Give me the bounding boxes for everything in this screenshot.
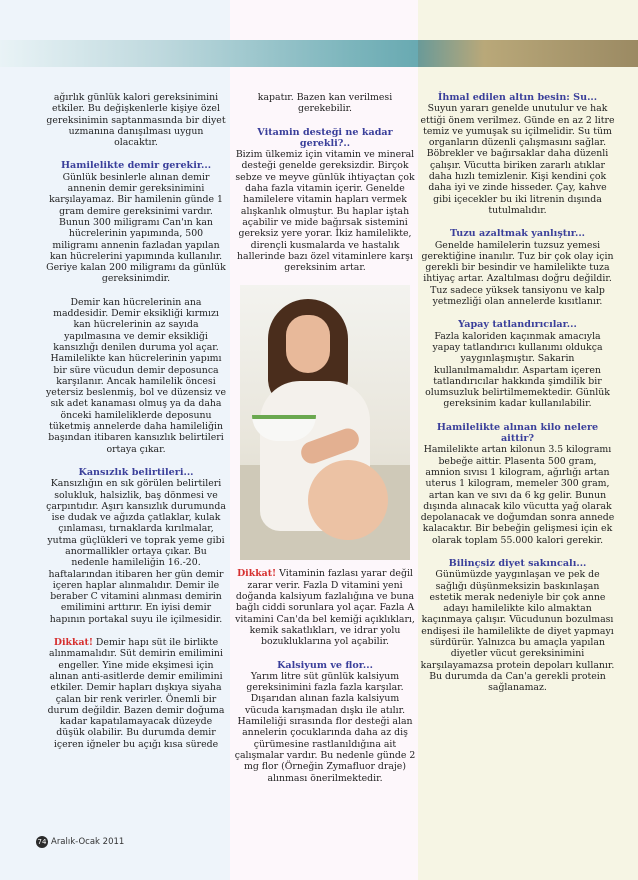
warning-label: Dikkat!: [53, 637, 93, 649]
col2-intro: kapatır. Bazen kan verilmesi gerekebilir.: [257, 92, 393, 115]
paragraph-weight: Hamilelikte artan kilonun 3.5 kilogramı bebeğe aittir. Plasenta 500 gram, amnion sıvısı 1 kilogram, ağırlığı artan uterus 1 kilogram, memeler 300 gram, artan kan ve sıvı da 6 kg gelir. Bunun dışında alınacak kilo vücutta yağ olarak depolanacak ve doğumdan sonra annede kalacaktır. Bir bebeğin gelişmesi için ek olarak toplam 55.000 kalori gerekir.: [420, 444, 615, 546]
issue-date: Aralık-Ocak 2011: [51, 837, 125, 847]
warning-vitamin-text: Vitaminin fazlası yarar değil zarar verir. Fazla D vitamini yeni doğanda kalsiyum fazlalığına ve buna bağlı ciddi sorunlara yol açar. Fazla A vitamini Can'da bel kemiği açıklıkları, kemik sakatlıkları, ve idrar yolu bozukluklarına yol açabilir.: [235, 568, 415, 648]
heading-sweeteners: Yapay tatlandırıcılar...: [458, 319, 577, 331]
heading-vitamin: Vitamin desteği ne kadar gerekli?..: [257, 126, 393, 149]
heading-salt: Tuzu azaltmak yanlıştır...: [449, 228, 586, 240]
paragraph-anemia: Kansızlığın en sık görülen belirtileri solukluk, halsizlik, baş dönmesi ve çarpıntıdır. Aşırı kansızlık durumunda ise dudak ve ağızda çatlaklar, kulak çınlaması, tırnaklarda kırılmalar, yutma güçlükleri ve toprak yeme gibi anormallikler ortaya çıkar. Bu nedenle hamileliğin 16.-20. haftalarından itibaren her gün demir içeren haplar alınmalıdır. Demir ile beraber C vitamini alınması demirin emilimini arttırır. En iyisi demir hapının portakal suyu ile içilmesidir.: [46, 478, 226, 625]
heading-weight: Hamilelikte alınan kilo nelere aittir?: [436, 421, 599, 445]
heading-water: İhmal edilen altın besin: Su...: [437, 92, 598, 103]
heading-calcium: Kalsiyum ve flor...: [277, 659, 373, 671]
column-3: [420, 92, 615, 706]
paragraph-iron-1: Günlük besinlerle alınan demir annenin demir gereksinimini karşılayamaz. Bir hamilenin günde 1 gram demire gereksinimi vardır. Bunun 300 miligramı Can'ın kan hücrelerinin yapımında, 500 miligramı annenin fazladan yapılan kan hücrelerini yapımında kullanılır. Geriye kalan 200 miligramı da günlük gereksinimdir.: [46, 171, 226, 285]
paragraph-salt: Genelde hamilelerin tuzsuz yemesi gerektiğine inanılır. Tuz bir çok olay için gerekli bir besindir ve hamilelikte tuza ihtiyaç artar. Azaltılması doğru değildir. Tuz sadece yüksek tansiyonu ve kalp yetmezliği olan annelerde kısıtlanır.: [421, 239, 614, 308]
pregnant-woman-photo: [240, 285, 410, 560]
paragraph-warning-vitamin: [234, 568, 416, 647]
col1-intro: ağırlık günlük kalori gereksinimini etkiler. Bu değişkenlerle kişiye özel gereksinimin saptanmasında bir diyet uzmanına danışılması uygun olacaktır.: [46, 92, 226, 149]
heading-iron: Hamilelikte demir gerekir...: [60, 160, 212, 172]
column-2: [234, 92, 416, 796]
paragraph-diet: Günümüzde yaygınlaşan ve pek de sağlığı düşünmeksizin baskınlaşan estetik merak nedeniyle bir çok anne adayı hamilelikte kilo almaktan kaçınmaya çalışır. Vücudunun bozulması endişesi ile hamilelikte de diyet yapmayı sürdürür. Yalnızca bu amaçla yapılan diyetler vücut gereksinimini karşılayamazsa protein depoları kullanır. Bu durumda da Can'a gerekli protein sağlanamaz.: [420, 569, 615, 694]
page-number: 74: [37, 838, 47, 846]
paragraph-water: Suyun yararı genelde unutulur ve hak ettiği önem verilmez. Günde en az 2 litre temiz ve yumuşak su içilmelidir. Su tüm organların düzenli çalışmasını sağlar. Böbrekler ve bağırsaklar daha düzenli çalışır. Vücutta biriken zararlı atıklar daha hızlı temizlenir. Kişi kendini çok daha iyi ve zinde hisseder. Çay, kahve gibi içecekler bu iki litrenin dışında tutulmalıdır.: [420, 103, 615, 216]
warning-label: Dikkat!: [237, 568, 277, 580]
header-bar-tan-segment: [418, 40, 638, 67]
paragraph-calcium: Yarım litre süt günlük kalsiyum gereksinimini fazla fazla karşılar. Dışarıdan alınan fazla kalsiyum vücuda karışmadan dışkı ile atılır. Hamileliği sırasında flor desteği alan annelerin çocuklarında daha az diş çürümesine rastlanıldığına ait çalışmalar vardır. Bu nedenle günde 2 mg flor (Örneğin Zymafluor draje) alınması önerilmektedir.: [234, 670, 416, 784]
paragraph-warning-iron: [46, 637, 226, 750]
paragraph-vitamin: Bizim ülkemiz için vitamin ve mineral desteği genelde gereksizdir. Birçok sebze ve meyve günlük ihtiyaçtan çok daha fazla vitamin içerir. Genelde hamilelere vitamin hapları vermek alışkanlık olmuştur. Bu haplar iştah açabilir ve mide bağırsak sistemini gereksiz yere yorar. İkiz hamilelikte, dirençli kusmalarda ve hastalık hallerinde bazı özel vitaminlere karşı gereksinim artar.: [235, 149, 415, 274]
column-1: [46, 92, 226, 762]
header-gradient-bar: [0, 40, 638, 67]
paragraph-iron-2: Demir kan hücrelerinin ana maddesidir. Demir eksikliği kırmızı kan hücrelerinin az sayıda yapılmasına ve demir eksikliği kansızlığı denilen duruma yol açar. Hamilelikte kan hücrelerinin yapımı bir süre vücudun demir deposunca karşılanır. Ancak hamilelik öncesi yetersiz beslenmiş, bol ve düzensiz ve sık adet kanaması olmuş ya da daha önceki hamileliklerde deposunu tüketmiş annelerde daha hamileliğin başından itibaren kansızlık belirtileri ortaya çıkar.: [46, 296, 226, 455]
heading-anemia: Kansızlık belirtileri...: [78, 466, 194, 478]
page-footer: [36, 836, 124, 848]
paragraph-sweeteners: Fazla kaloriden kaçınmak amacıyla yapay tatlandırıcı kullanımı oldukça yaygınlaşmıştır. Sakarin kullanılmamalıdır. Aspartam içeren tatlandırıcılar hakkında şimdilik bir olumsuzluk belirtilmemektedir. Günlük gereksinim kadar kullanılabilir.: [425, 330, 610, 410]
warning-iron-text: Demir hapı süt ile birlikte alınmamalıdır. Süt demirin emilimini engeller. Yine mide ekşimesi için alınan anti-asitlerde demir emilimini etkiler. Demir hapları dışkıya siyaha çalan bir renk verirler. Önemli bir durum değildir. Bazen demir doğuma kadar kapatılamayacak düzeyde düşük olabilir. Bu durumda demir içeren iğneler bu açığı kısa sürede: [47, 637, 225, 750]
heading-diet: Bilinçsiz diyet sakıncalı...: [448, 557, 587, 569]
